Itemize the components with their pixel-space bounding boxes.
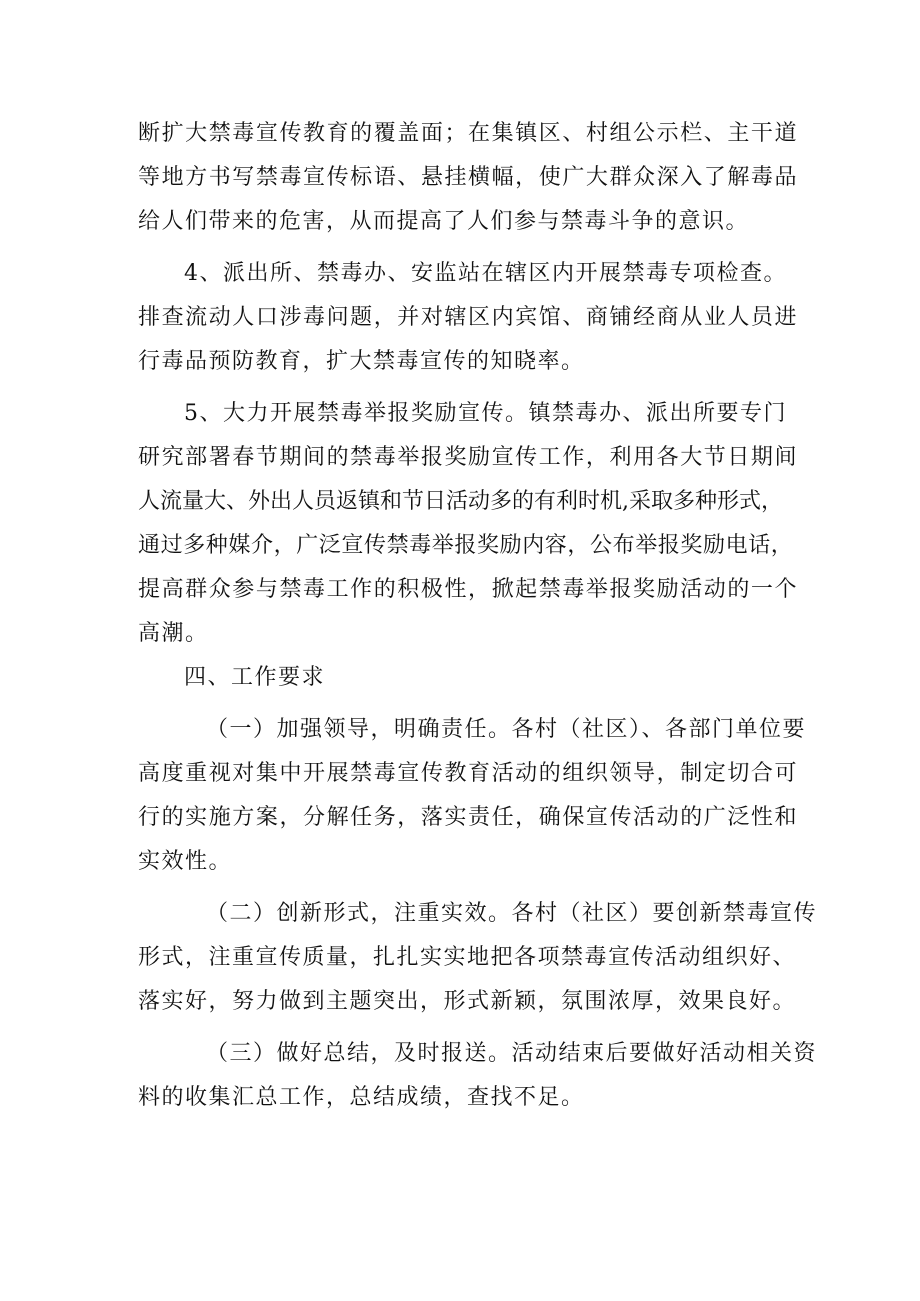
section-heading: 四、工作要求: [184, 665, 326, 690]
text-line: （二）创新形式，注重实效。各村（社区）要创新禁毒宣传: [206, 901, 818, 926]
paragraph-continuation: [138, 112, 798, 244]
text-line: 给人们带来的危害，从而提高了人们参与禁毒斗争的意识。: [138, 209, 750, 234]
paragraph-requirement-3: [138, 1032, 818, 1120]
text-line: 实效性。: [138, 849, 233, 874]
text-line: 排查流动人口涉毒问题，并对辖区内宾馆、商铺经商从业人员进: [138, 305, 798, 330]
text-line: 通过多种媒介，广泛宣传禁毒举报奖励内容，公布举报奖励电话，: [138, 533, 794, 558]
paragraph-requirement-1: [138, 708, 807, 884]
text-line: 形式，注重宣传质量，扎扎实实地把各项禁毒宣传活动组织好、: [138, 945, 797, 970]
text-line: 研究部署春节期间的禁毒举报奖励宣传工作，利用各大节日期间: [138, 445, 798, 470]
text-line: 断扩大禁毒宣传教育的覆盖面；在集镇区、村组公示栏、主干道: [138, 121, 798, 146]
text-line: 高潮。: [138, 621, 209, 646]
text-line: 料的收集汇总工作，总结成绩，查找不足。: [138, 1085, 585, 1110]
text-line: 高度重视对集中开展禁毒宣传教育活动的组织领导，制定切合可: [138, 761, 798, 786]
text-line: 人流量大、外出人员返镇和节日活动多的有利时机,采取多种形式，: [138, 489, 783, 514]
text-line: 等地方书写禁毒宣传标语、悬挂横幅，使广大群众深入了解毒品: [138, 165, 798, 190]
paragraph-item-5: [138, 392, 798, 656]
text-line: 4、派出所、禁毒办、安监站在辖区内开展禁毒专项检查。: [184, 261, 787, 286]
paragraph-item-4: [138, 252, 798, 384]
paragraph-requirement-2: [138, 892, 818, 1024]
text-line: 5、大力开展禁毒举报奖励宣传。镇禁毒办、派出所要专门: [184, 401, 787, 426]
text-line: （三）做好总结，及时报送。活动结束后要做好活动相关资: [206, 1041, 818, 1066]
section-heading-work-requirements: [138, 656, 798, 700]
document-page: [138, 112, 818, 1120]
text-line: 行毒品预防教育，扩大禁毒宣传的知晓率。: [138, 349, 585, 374]
text-line: 落实好，努力做到主题突出，形式新颖，氛围浓厚，效果良好。: [138, 989, 797, 1014]
text-line: 行的实施方案，分解任务，落实责任，确保宣传活动的广泛性和: [138, 805, 798, 830]
text-line: 提高群众参与禁毒工作的积极性，掀起禁毒举报奖励活动的一个: [138, 577, 798, 602]
text-line: （一）加强领导，明确责任。各村（社区）、各部门单位要: [206, 717, 807, 742]
